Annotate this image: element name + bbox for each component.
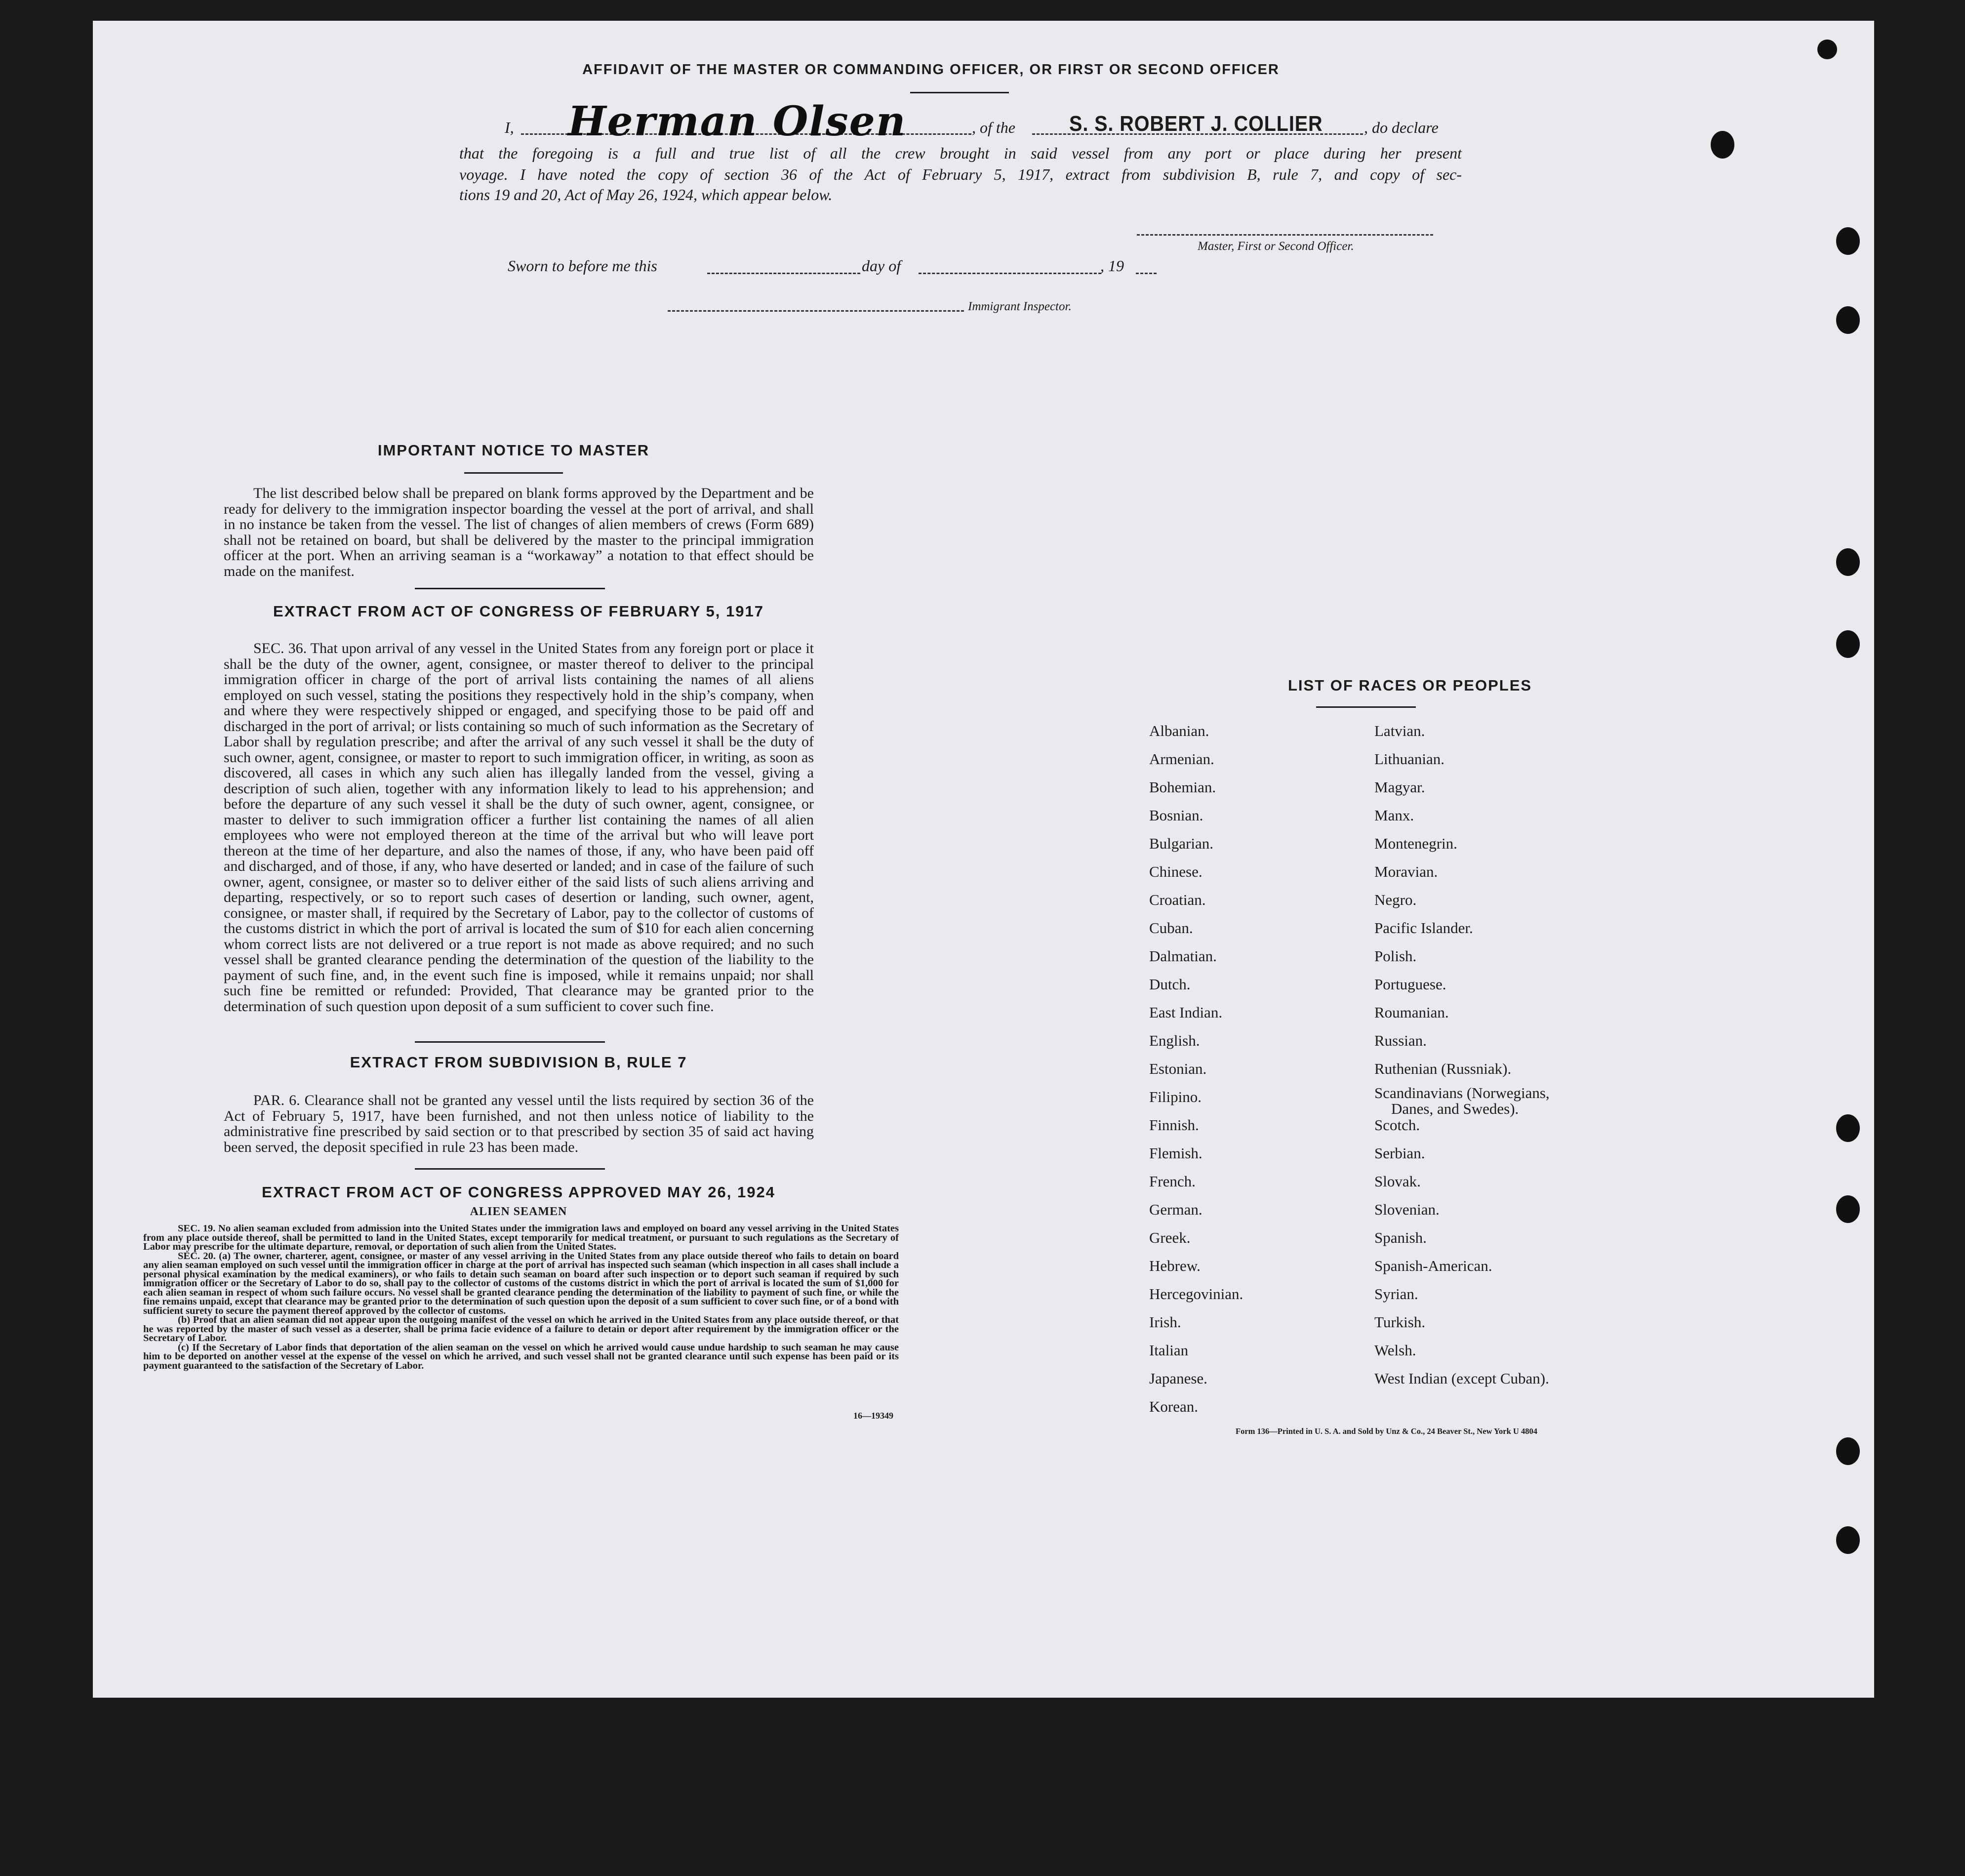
race-item: Estonian.	[1149, 1060, 1207, 1077]
race-item: French.	[1149, 1173, 1196, 1190]
race-item: Dalmatian.	[1149, 947, 1217, 965]
year-line	[1136, 273, 1157, 274]
punch-hole	[1836, 1526, 1860, 1554]
punch-hole	[1836, 227, 1860, 255]
race-item: Japanese.	[1149, 1370, 1207, 1387]
divider	[415, 1041, 605, 1043]
affidavit-line-3: voyage. I have noted the copy of section 36 of the Act of February 5, 1917, extract from subdivision B, rule 7, and copy of sec-	[459, 165, 1462, 183]
races-title: LIST OF RACES OR PEOPLES	[1287, 677, 1532, 694]
race-item: Dutch.	[1149, 976, 1191, 993]
extract-1924-subtitle: ALIEN SEAMEN	[470, 1205, 567, 1218]
race-item: Negro.	[1374, 891, 1417, 908]
sworn-label: Sworn to before me this	[508, 257, 657, 275]
punch-hole	[1836, 306, 1860, 334]
race-item: Spanish.	[1374, 1229, 1427, 1246]
race-item: Slovenian.	[1374, 1201, 1440, 1218]
race-item: Moravian.	[1374, 863, 1438, 880]
race-item: Irish.	[1149, 1313, 1181, 1331]
divider	[464, 472, 563, 474]
extract-1924-text: SEC. 19. No alien seaman excluded from admission into the United States under the immigration laws and employed on board any vessel arriving in the United States from any place outside thereof, shall be permitted to land in the United States, except temporarily for medical treatment, or pursuant to such regulations as the Secretary of Labor may prescribe for the ultimate departure, removal, or deportation of such alien from the United States. SEC. 20. (a) The owner, charterer, agent, consignee, or master of any vessel arriving in the United States from any place outside thereof who fails to detain on board any alien seaman employed on such vessel until the immigration officer in charge at the port of arrival has inspected such seaman (which inspection in all cases shall include a personal physical examination by the medical examiners), or who fails to detain such seaman on board after such inspection or to deport such seaman if required by such immigration officer or the Secretary of Labor to do so, shall pay to the collector of customs of the customs district in which the port of arrival is located the sum of $1,000 for each alien seaman in respect of whom such failure occurs. No vessel shall be granted clearance pending the determination of the liability to payment of such fine, or while the fine remains unpaid, except that clearance may be granted prior to the determination of such question upon the deposit of a sum sufficient to cover such fine, or of a bond with sufficient surety to secure the payment thereof approved by the collector of customs. (b) Proof that an alien seaman did not appear upon the outgoing manifest of the vessel on which he arrived in the United States from any place outside thereof, or that he was reported by the master of such vessel as a deserter, shall be prima facie evidence of a failure to detain or deport after requirement by the immigration officer or the Secretary of Labor. (c) If the Secretary of Labor finds that deportation of the alien seaman on the vessel on which he arrived would cause undue hardship to such seaman he may cause him to be deported on another vessel at the expense of the vessel on which he arrived, and such vessel shall not be granted clearance until such expense has been paid or its payment guaranteed to the satisfaction of the Secretary of Labor.	[143, 1223, 899, 1371]
extract-1917-text: SEC. 36. That upon arrival of any vessel in the United States from any foreign port or place it shall be the duty of the owner, agent, consignee, or master thereof to deliver to the principal immigration officer in charge of the port of arrival lists containing the names of all aliens employed on such vessel, stating the positions they respectively hold in the ship’s company, when and where they were respectively shipped or engaged, and specifying those to be paid off and discharged in the port of arrival; or lists containing so much of such information as the Secretary of Labor shall by regulation prescribe; and after the arrival of any such vessel it shall be the duty of such owner, agent, consignee, or master to report to such immigration officer, in writing, as soon as discovered, all cases in which any such alien has illegally landed from the vessel, giving a description of such alien, together with any information likely to lead to his apprehension; and before the departure of any such vessel it shall be the duty of such owner, agent, consignee, or master to deliver to such immigration officer a further list containing the names of all alien employees who were not employed thereon at the time of the arrival but who will leave port thereon at the time of her departure, and also the names of those, if any, who have been paid off and discharged, and of those, if any, who have deserted or landed; and in case of the failure of such owner, agent, consignee, or master so to deliver either of the said lists of such aliens arriving and departing, respectively, or so to report such cases of desertion or landing, such owner, agent, consignee, or master shall, if required by the Secretary of Labor, pay to the collector of customs of the customs district in which the port of arrival is located the sum of $10 for each alien concerning whom correct lists are not delivered or a true report is not made as above required; and no such vessel shall be granted clearance pending the determination of the question of the liability to the payment of such fine, and, in the event such fine is imposed, while it remains unpaid; nor shall such fine be remitted or refunded: Provided, That clearance may be granted prior to the determination of such question upon deposit of a sum sufficient to cover such fine.	[224, 640, 814, 1015]
handwritten-name: Herman Olsen	[568, 98, 907, 145]
race-item: Hebrew.	[1149, 1257, 1201, 1274]
do-declare-label: , do declare	[1364, 119, 1439, 136]
race-item: Syrian.	[1374, 1285, 1418, 1303]
form-code: 16—19349	[853, 1411, 893, 1421]
divider	[415, 588, 605, 589]
race-item: Spanish-American.	[1374, 1257, 1492, 1274]
race-item: Armenian.	[1149, 750, 1214, 768]
race-item: Latvian.	[1374, 722, 1425, 739]
race-item: Bohemian.	[1149, 778, 1216, 796]
race-item: Ruthenian (Russniak).	[1374, 1060, 1512, 1077]
vessel-name: S. S. ROBERT J. COLLIER	[1069, 112, 1323, 136]
race-item: Hercegovinian.	[1149, 1285, 1243, 1303]
notice-text: The list described below shall be prepared on blank forms approved by the Department and be ready for delivery to the immigration inspector boarding the vessel at the port of arrival, and shall in no instance be taken from the vessel. The list of changes of alien members of crews (Form 689) shall not be retained on board, but shall be delivered by the master to the principal immigration officer at the port. When an arriving seaman is a “workaway” a notation to that effect should be made on the manifest.	[224, 485, 814, 579]
affidavit-title: AFFIDAVIT OF THE MASTER OR COMMANDING OFFICER, OR FIRST OR SECOND OFFICER	[582, 62, 1280, 78]
month-line	[919, 273, 1101, 274]
race-item: Greek.	[1149, 1229, 1191, 1246]
signature-caption: Master, First or Second Officer.	[1198, 240, 1354, 253]
inspector-caption: Immigrant Inspector.	[968, 300, 1072, 313]
race-item: Finnish.	[1149, 1116, 1199, 1134]
race-item: Danes, and Swedes).	[1391, 1100, 1519, 1117]
punch-hole	[1817, 40, 1837, 59]
affidavit-line-4: tions 19 and 20, Act of May 26, 1924, which appear below.	[459, 186, 833, 204]
year-label: , 19	[1100, 257, 1124, 275]
notice-title: IMPORTANT NOTICE TO MASTER	[377, 442, 650, 459]
sworn-date-line	[707, 273, 860, 274]
race-item: East Indian.	[1149, 1004, 1223, 1021]
inspector-line	[668, 310, 964, 312]
race-item: Cuban.	[1149, 919, 1193, 937]
race-item: Chinese.	[1149, 863, 1203, 880]
punch-hole	[1836, 1195, 1860, 1223]
rule7-title: EXTRACT FROM SUBDIVISION B, RULE 7	[350, 1054, 687, 1071]
race-item: Magyar.	[1374, 778, 1425, 796]
affidavit-lead: I,	[505, 119, 514, 136]
race-item: English.	[1149, 1032, 1200, 1049]
race-item: Bulgarian.	[1149, 835, 1213, 852]
race-item: Lithuanian.	[1374, 750, 1445, 768]
affidavit-line-2: that the foregoing is a full and true list of all the crew brought in said vessel from any port or place during her present	[459, 144, 1462, 162]
day-of-label: day of	[862, 257, 901, 275]
extract-1924-title: EXTRACT FROM ACT OF CONGRESS APPROVED MAY 26, 1924	[262, 1183, 775, 1201]
punch-hole	[1836, 1114, 1860, 1142]
race-item: Polish.	[1374, 947, 1417, 965]
race-item: Welsh.	[1374, 1342, 1416, 1359]
race-item: Russian.	[1374, 1032, 1427, 1049]
rule7-text: PAR. 6. Clearance shall not be granted any vessel until the lists required by section 36 of the Act of February 5, 1917, have been furnished, and not then unless notice of liability to the administrative fine prescribed by said section or to that prescribed by section 35 of said act having been served, the deposit specified in rule 23 has been made.	[224, 1092, 814, 1155]
divider	[1316, 706, 1416, 708]
race-item: Serbian.	[1374, 1144, 1425, 1162]
race-item: German.	[1149, 1201, 1203, 1218]
signature-line	[1137, 234, 1433, 236]
extract-1917-title: EXTRACT FROM ACT OF CONGRESS OF FEBRUARY 5, 1917	[273, 603, 764, 620]
race-item: Scotch.	[1374, 1116, 1420, 1134]
binding-strip	[1874, 15, 1904, 1704]
race-item: Turkish.	[1374, 1313, 1426, 1331]
race-item: Flemish.	[1149, 1144, 1203, 1162]
race-item: Filipino.	[1149, 1088, 1202, 1105]
divider	[415, 1168, 605, 1170]
race-item: Manx.	[1374, 807, 1414, 824]
race-item: West Indian (except Cuban).	[1374, 1370, 1549, 1387]
punch-hole	[1836, 548, 1860, 576]
of-the-label: , of the	[972, 119, 1015, 136]
race-item: Bosnian.	[1149, 807, 1203, 824]
race-item: Italian	[1149, 1342, 1189, 1359]
race-item: Scandinavians (Norwegians,	[1374, 1084, 1550, 1101]
divider	[910, 92, 1009, 93]
punch-hole	[1836, 630, 1860, 658]
race-item: Roumanian.	[1374, 1004, 1449, 1021]
race-item: Pacific Islander.	[1374, 919, 1473, 937]
race-item: Albanian.	[1149, 722, 1209, 739]
race-item: Montenegrin.	[1374, 835, 1457, 852]
punch-hole	[1711, 131, 1734, 159]
race-item: Korean.	[1149, 1398, 1198, 1415]
race-item: Croatian.	[1149, 891, 1206, 908]
race-item: Portuguese.	[1374, 976, 1446, 993]
punch-hole	[1836, 1437, 1860, 1465]
printer-note: Form 136—Printed in U. S. A. and Sold by Unz & Co., 24 Beaver St., New York U 4804	[1236, 1427, 1537, 1436]
race-item: Slovak.	[1374, 1173, 1421, 1190]
